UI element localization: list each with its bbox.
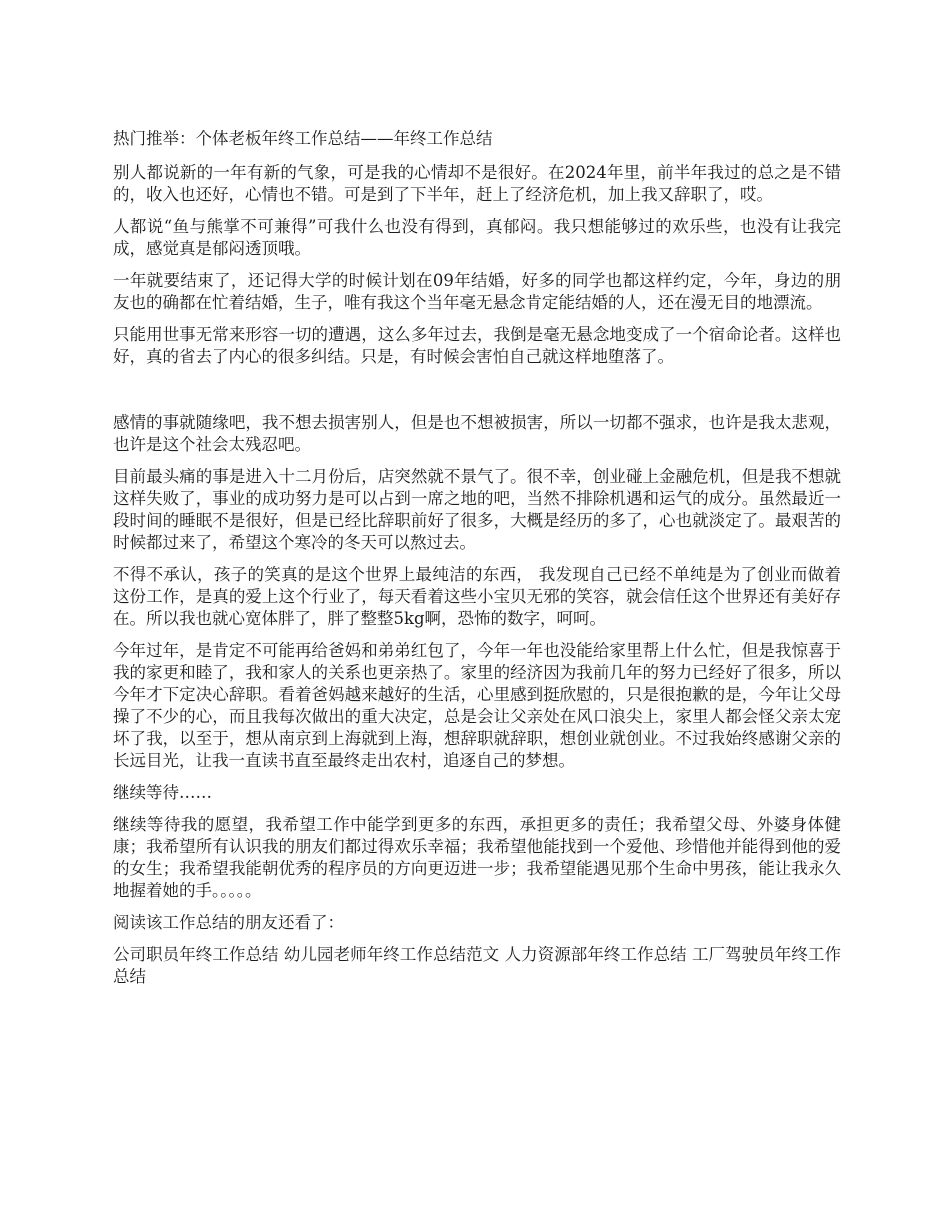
paragraph-business-slowdown: 目前最头痛的事是进入十二月份后，店突然就不景气了。很不幸，创业碰上金融危机，但是我不想就这样失败了，事业的成功努力是可以占到一席之地的吧，当然不排除机遇和运气的成分。虽然最近一段时间的睡眠不是很好，但是已经比辞职前好了很多，大概是经历的多了，心也就淡定了。最艰苦的时候都过来了，希望这个寒冷的冬天可以熬过去。: [113, 467, 841, 552]
paragraph-keep-waiting: 继续等待……: [113, 783, 212, 802]
paragraph-gap: [113, 378, 841, 412]
related-heading: 阅读该工作总结的朋友还看了：: [113, 913, 344, 932]
paragraph-new-year-mood: 别人都说新的一年有新的气象，可是我的心情却不是很好。在2024年里，前半年我过的总之是不错的，收入也还好，心情也不错。可是到了下半年，赶上了经济危机，加上我又辞职了，哎。: [113, 163, 841, 204]
document-title: 热门推举：个体老板年终工作总结——年终工作总结: [113, 129, 493, 148]
paragraph-children-smiles: 不得不承认，孩子的笑真的是这个世界上最纯洁的东西， 我发现自己已经不单纯是为了创业而做着这份工作，是真的爱上这个行业了，每天看着这些小宝贝无邪的笑容，就会信任这个世界还有美好存在。所以我也就心宽体胖了，胖了整整5kg啊，恐怖的数字，呵呵。: [113, 565, 841, 628]
paragraph-fatalism: 只能用世事无常来形容一切的遭遇，这么多年过去，我倒是毫无悬念地变成了一个宿命论者。这样也好，真的省去了内心的很多纠结。只是，有时候会害怕自己就这样地堕落了。: [113, 325, 841, 366]
paragraph-marriage-plan: 一年就要结束了，还记得大学的时候计划在09年结婚，好多的同学也都这样约定，今年，身边的朋友也的确都在忙着结婚，生子，唯有我这个当年毫无悬念肯定能结婚的人，还在漫无目的地漂流。: [113, 271, 841, 312]
related-links: 公司职员年终工作总结 幼儿园老师年终工作总结范文 人力资源部年终工作总结 工厂驾驶员年终工作总结: [113, 945, 841, 986]
paragraph-fish-and-bear-paw: 人都说“鱼与熊掌不可兼得”可我什么也没有得到，真郁闷。我只想能够过的欢乐些，也没有让我完成，感觉真是郁闷透顶哦。: [113, 217, 841, 258]
paragraph-family: 今年过年，是肯定不可能再给爸妈和弟弟红包了，今年一年也没能给家里帮上什么忙，但是我惊喜于我的家更和睦了，我和家人的关系也更亲热了。家里的经济因为我前几年的努力已经好了很多，所以今年才下定决心辞职。看着爸妈越来越好的生活，心里感到挺欣慰的，只是很抱歉的是，今年让父母操了不少的心，而且我每次做出的重大决定，总是会让父亲处在风口浪尖上，家里人都会怪父亲太宠坏了我，以至于，想从南京到上海就到上海，想辞职就辞职，想创业就创业。不过我始终感谢父亲的长远目光，让我一直读书直至最终走出农村，追逐自己的梦想。: [113, 641, 841, 770]
document-body: [113, 128, 841, 998]
paragraph-wishes: 继续等待我的愿望，我希望工作中能学到更多的东西，承担更多的责任；我希望父母、外婆身体健康；我希望所有认识我的朋友们都过得欢乐幸福；我希望他能找到一个爱他、珍惜他并能得到他的爱的女生；我希望我能朝优秀的程序员的方向更迈进一步；我希望能遇见那个生命中男孩，能让我永久地握着她的手。。。。。: [113, 815, 841, 900]
paragraph-relationships: 感情的事就随缘吧，我不想去损害别人，但是也不想被损害，所以一切都不强求，也许是我太悲观，也许是这个社会太残忍吧。: [113, 413, 841, 454]
